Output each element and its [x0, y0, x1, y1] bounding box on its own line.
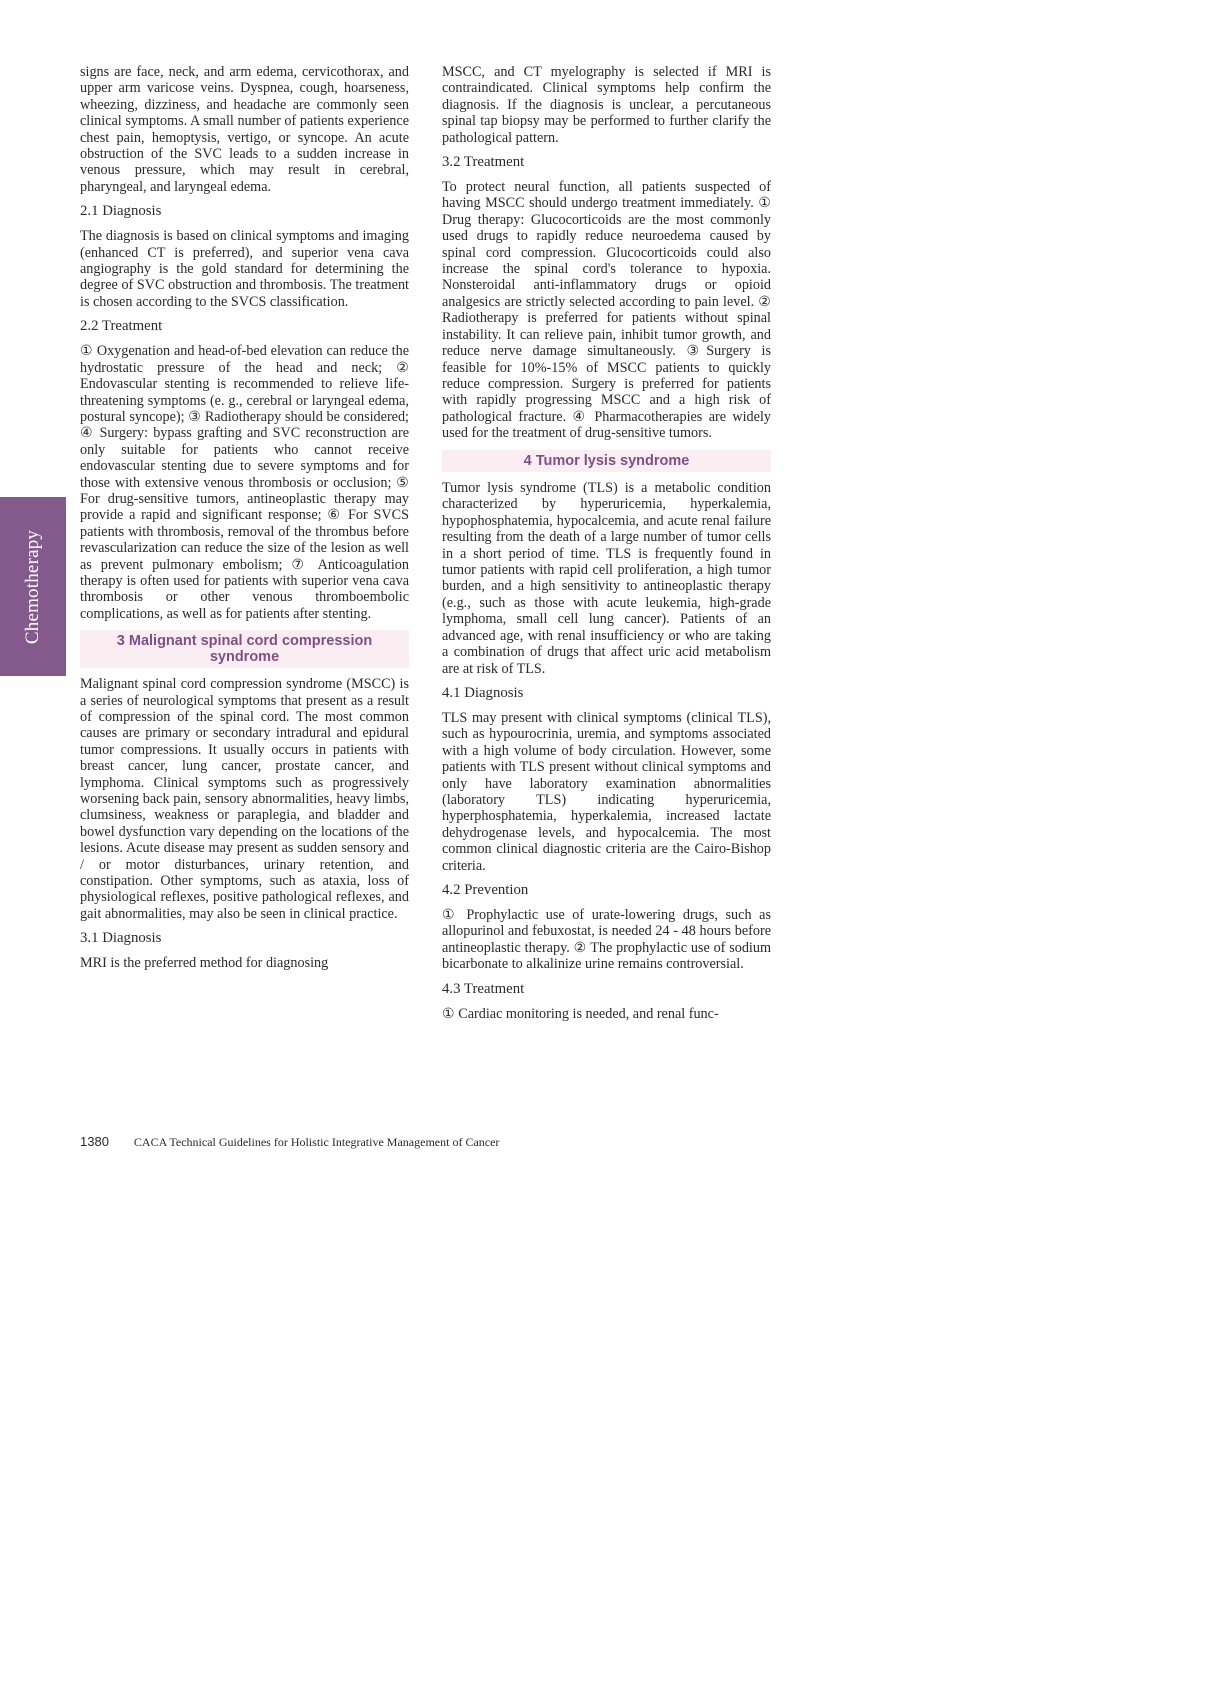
section-side-tab: [0, 497, 66, 676]
paragraph: To protect neural function, all patients suspected of having MSCC should undergo treatment immediately. ① Drug therapy: Glucocorticoids are the most commonly used drugs to rapidly reduce neuroedema caused by spinal cord compression. Glucocorticoids could also increase the spinal cord's tolerance to hypoxia. Nonsteroidal anti-inflammatory drugs or opioid analgesics are strictly selected according to pain level. ② Radiotherapy is preferred for patients without spinal instability. It can relieve pain, inhibit tumor growth, and reduce nerve damage simultaneously. ③Surgery is feasible for 10%-15% of MSCC patients to quickly reduce compression. Surgery is preferred for patients with rapidly progressing MSCC and a high risk of pathological fracture. ④ Pharmacotherapies are widely used for the treatment of drug-sensitive tumors.: [442, 179, 771, 442]
paragraph: MSCC, and CT myelography is selected if MRI is contraindicated. Clinical symptoms help confirm the diagnosis. If the diagnosis is unclear, a percutaneous spinal tap biopsy may be performed to further clarify the pathological pattern.: [442, 64, 771, 146]
page-number: 1380: [80, 1134, 109, 1149]
subsection-heading: 3.1 Diagnosis: [80, 930, 162, 947]
subsection-heading: 4.1 Diagnosis: [442, 684, 524, 701]
subsection-heading: 2.2 Treatment: [80, 318, 163, 335]
right-column: [442, 64, 771, 1030]
paragraph: ① Oxygenation and head-of-bed elevation can reduce the hydrostatic pressure of the head and neck; ② Endovascular stenting is recommended to relieve life-threatening symptoms (e. g., cerebral or laryngeal edema, postural syncope); ③ Radiotherapy should be considered; ④ Surgery: bypass grafting and SVC reconstruction are only suitable for patients who cannot receive endovascular stenting due to severe symptoms and for those with extensive venous thrombosis or occlusion; ⑤ For drug-sensitive tumors, antineoplastic therapy may provide a rapid and significant response; ⑥ For SVCS patients with thrombosis, removal of the thrombus before revascularization can reduce the size of the lesion as well as prevent pulmonary embolism; ⑦ Anticoagulation therapy is often used for patients with superior vena cava thrombosis or other venous thromboembolic complications, as well as for patients after stenting.: [80, 343, 409, 622]
paragraph: TLS may present with clinical symptoms (clinical TLS), such as hypourocrinia, uremia, and symptoms associated with a high volume of body circulation. However, some patients with TLS present without clinical symptoms and only have laboratory examination abnormalities (laboratory TLS) indicating hyperuricemia, hyperphosphatemia, hyperkalemia, increased lactate dehydrogenase levels, and hypocalcemia. The most common clinical diagnostic criteria are the Cairo-Bishop criteria.: [442, 709, 771, 874]
paragraph: MRI is the preferred method for diagnosing: [80, 955, 329, 972]
paragraph: ① Prophylactic use of urate-lowering drugs, such as allopurinol and febuxostat, is needed 24 - 48 hours before antineoplastic therapy. ② The prophylactic use of sodium bicarbonate to alkalinize urine remains controversial.: [442, 906, 771, 973]
subsection-heading: 4.2 Prevention: [442, 881, 529, 898]
subsection-heading: 2.1 Diagnosis: [80, 203, 162, 220]
running-title: CACA Technical Guidelines for Holistic Integrative Management of Cancer: [133, 1135, 500, 1149]
section-heading: 4 Tumor lysis syndrome: [442, 450, 771, 473]
paragraph: Malignant spinal cord compression syndrome (MSCC) is a series of neurological symptoms that present as a result of compression of the spinal cord. The most common causes are primary or secondary intradural and epidural tumor compressions. It usually occurs in patients with breast cancer, lung cancer, prostate cancer, and lymphoma. Clinical symptoms such as progressively worsening back pain, sensory abnormalities, heavy limbs, clumsiness, weakness or paraplegia, and bladder and bowel dysfunction vary depending on the locations of the lesions. Acute disease may present as sudden sensory and / or motor disturbances, urinary retention, and constipation. Other symptoms, such as ataxia, loss of physiological reflexes, positive pathological reflexes, and gait abnormalities, may also be seen in clinical practice.: [80, 676, 409, 922]
paragraph: Tumor lysis syndrome (TLS) is a metabolic condition characterized by hyperuricemia, hyperkalemia, hypophosphatemia, hypocalcemia, and acute renal failure resulting from the death of a large number of tumor cells in a short period of time. TLS is frequently found in tumor patients with rapid cell proliferation, a high tumor burden, and a high sensitivity to antineoplastic therapy (e.g., such as those with acute leukemia, high-grade lymphoma, small cell lung cancer). Patients of an advanced age, with renal insufficiency or who are taking a combination of drugs that affect uric acid metabolism are at risk of TLS.: [442, 480, 771, 677]
paragraph: ① Cardiac monitoring is needed, and renal func-: [442, 1005, 719, 1022]
paragraph: signs are face, neck, and arm edema, cervicothorax, and upper arm varicose veins. Dyspnea, cough, hoarseness, wheezing, dizziness, and headache are commonly seen clinical symptoms. A small number of patients experience chest pain, hemoptysis, vertigo, or syncope. An acute obstruction of the SVC leads to a sudden increase in venous pressure, which may result in cerebral, pharyngeal, and laryngeal edema.: [80, 64, 409, 195]
left-column: [80, 64, 409, 980]
subsection-heading: 3.2 Treatment: [442, 154, 525, 171]
paragraph: The diagnosis is based on clinical symptoms and imaging (enhanced CT is preferred), and superior vena cava angiography is the gold standard for determining the degree of SVC obstruction and thrombosis. The treatment is chosen according to the SVCS classification.: [80, 228, 409, 310]
subsection-heading: 4.3 Treatment: [442, 980, 525, 997]
page-footer: [80, 1134, 499, 1150]
section-heading: 3 Malignant spinal cord compression syndrome: [80, 630, 409, 668]
section-side-tab-label: Chemotherapy: [22, 529, 43, 644]
